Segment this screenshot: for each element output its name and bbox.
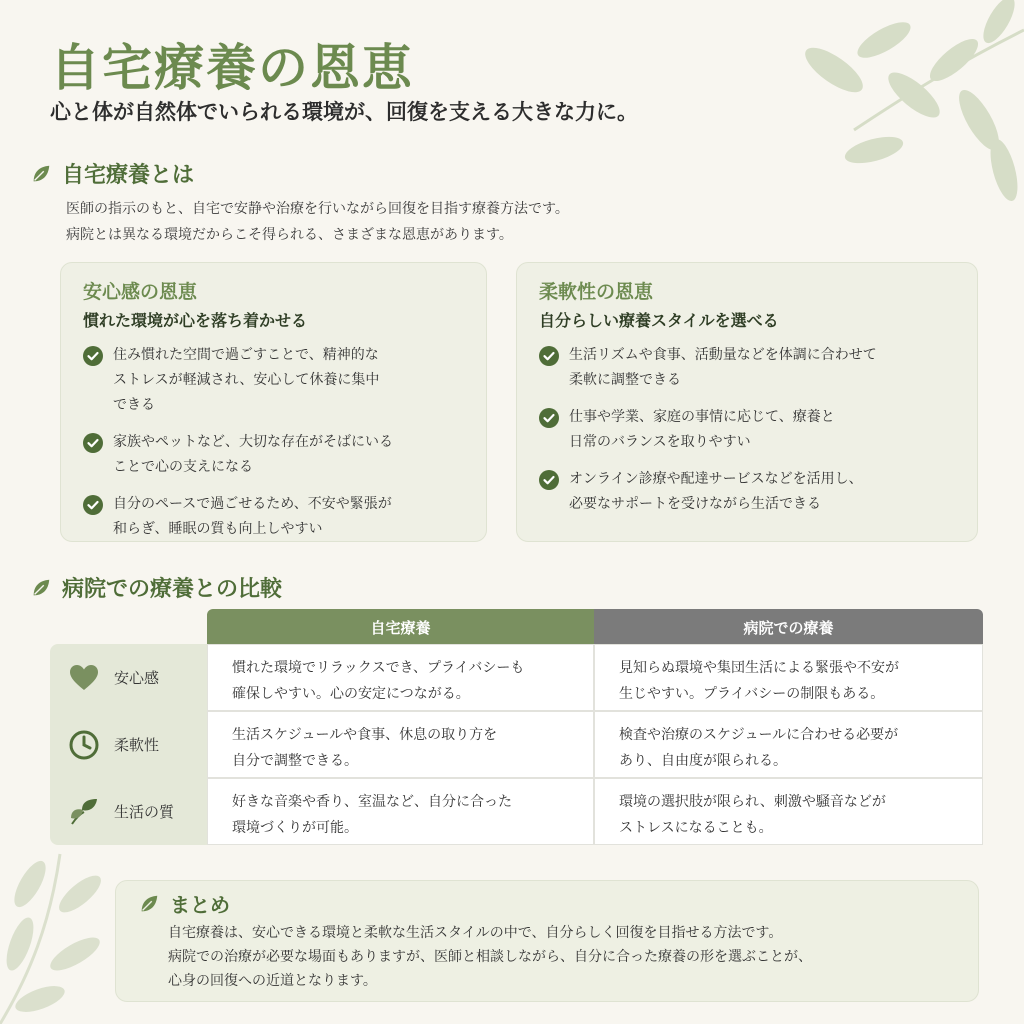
list-item (539, 405, 955, 455)
leaf-icon (30, 577, 52, 599)
check-circle-icon (539, 470, 559, 490)
card-title: 柔軟性の恩恵 (539, 281, 654, 303)
table-row (50, 778, 983, 845)
row-label-text: 柔軟性 (114, 736, 160, 754)
leaves-icon (68, 796, 100, 828)
card-flexibility (516, 262, 978, 542)
check-circle-icon (539, 408, 559, 428)
row-label-text: 安心感 (114, 669, 160, 687)
cell-home: 慣れた環境でリラックスでき、プライバシーも 確保しやすい。心の安定につながる。 (207, 644, 594, 711)
row-label (50, 711, 207, 778)
check-circle-icon (83, 433, 103, 453)
card-subtitle: 自分らしい療養スタイルを選べる (539, 311, 779, 330)
decorative-leaves-top-right (764, 0, 1024, 230)
page-title: 自宅療養の恩恵 (50, 38, 414, 97)
check-circle-icon (539, 346, 559, 366)
leaf-icon (138, 893, 160, 915)
row-label-text: 生活の質 (114, 803, 175, 821)
page-subtitle: 心と体が自然体でいられる環境が、回復を支える大きな力に。 (50, 99, 638, 124)
cell-hospital: 環境の選択肢が限られ、刺激や騒音などが ストレスになることも。 (594, 778, 983, 845)
intro-text (66, 196, 786, 248)
leaf-icon (30, 163, 52, 185)
list-item-text: 仕事や学業、家庭の事情に応じて、療養と 日常のバランスを取りやすい (569, 409, 835, 450)
list-item (539, 343, 955, 393)
list-item-text: 家族やペットなど、大切な存在がそばにいる ことで心の支えになる (113, 434, 393, 475)
row-label (50, 644, 207, 711)
intro-line-1: 医師の指示のもと、自宅で安静や治療を行いながら回復を目指す療養方法です。 (66, 201, 569, 217)
table-row (50, 644, 983, 711)
heart-icon (68, 662, 100, 694)
section-heading-label: 自宅療養とは (62, 162, 195, 188)
cell-home: 生活スケジュールや食事、休息の取り方を 自分で調整できる。 (207, 711, 594, 778)
section-heading-comparison (30, 572, 282, 603)
list-item-text: 生活リズムや食事、活動量などを体調に合わせて 柔軟に調整できる (569, 347, 877, 388)
comparison-header-hospital: 病院での療養 (594, 609, 983, 645)
summary-heading (138, 889, 230, 918)
cell-hospital: 見知らぬ環境や集団生活による緊張や不安が 生じやすい。プライバシーの制限もある。 (594, 644, 983, 711)
card-benefit-list (83, 343, 464, 542)
list-item-text: 住み慣れた空間で過ごすことで、精神的な ストレスが軽減され、安心して休養に集中 できる (113, 347, 380, 413)
check-circle-icon (83, 495, 103, 515)
list-item (83, 343, 464, 418)
check-circle-icon (83, 346, 103, 366)
list-item-text: 自分のペースで過ごせるため、不安や緊張が 和らぎ、睡眠の質も向上しやすい (113, 496, 392, 537)
list-item-text: オンライン診療や配達サービスなどを活用し、 必要なサポートを受けながら生活できる (569, 471, 863, 512)
row-label (50, 778, 207, 845)
list-item (539, 467, 955, 517)
card-title: 安心感の恩恵 (83, 281, 198, 303)
section-heading-intro (30, 158, 194, 189)
comparison-header-home: 自宅療養 (207, 609, 594, 645)
intro-line-2: 病院とは異なる環境だからこそ得られる、さまざまな恩恵があります。 (66, 227, 513, 243)
summary-box (115, 880, 979, 1002)
list-item (83, 492, 464, 542)
decorative-leaves-bottom-left (0, 814, 120, 1024)
summary-heading-label: まとめ (170, 893, 230, 917)
table-row (50, 711, 983, 778)
cell-hospital: 検査や治療のスケジュールに合わせる必要が あり、自由度が限られる。 (594, 711, 983, 778)
cell-home: 好きな音楽や香り、室温など、自分に合った 環境づくりが可能。 (207, 778, 594, 845)
summary-text: 自宅療養は、安心できる環境と柔軟な生活スタイルの中で、自分らしく回復を目指せる方法です。 病院での治療が必要な場面もありますが、医師と相談しながら、自分に合った療養の形を選ぶことが、 心身の回復への近道となります。 (168, 925, 812, 989)
card-subtitle: 慣れた環境が心を落ち着かせる (83, 311, 308, 330)
list-item (83, 430, 464, 480)
section-heading-label: 病院での療養との比較 (62, 576, 283, 602)
clock-icon (68, 729, 100, 761)
card-benefit-list (539, 343, 955, 517)
card-security (60, 262, 487, 542)
